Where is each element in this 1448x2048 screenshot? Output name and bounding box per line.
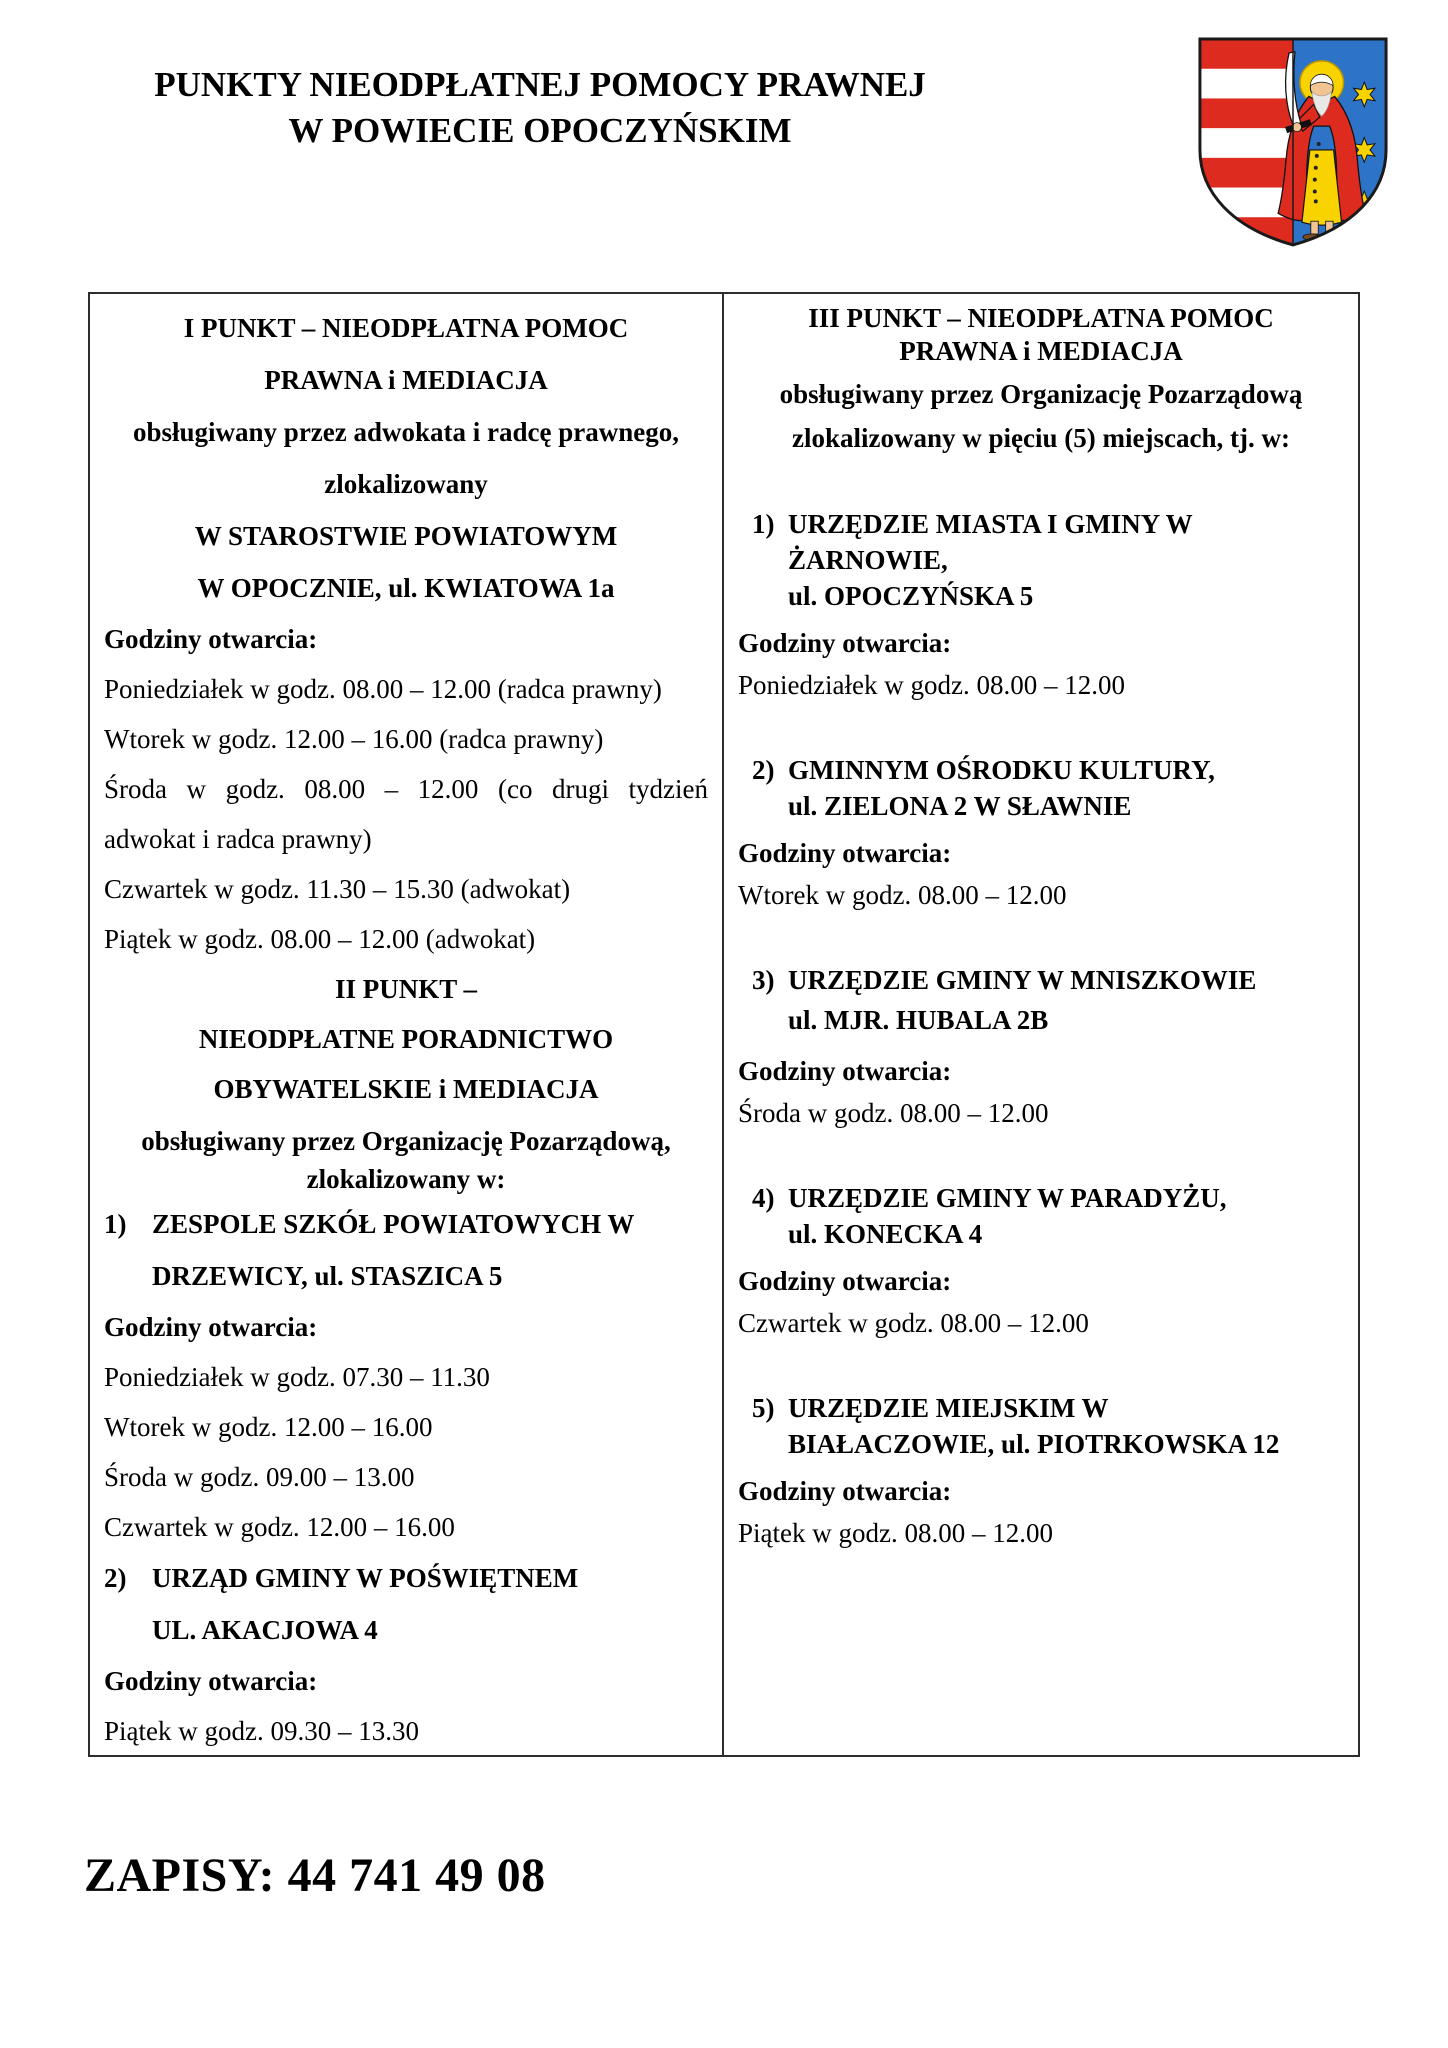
- punkt3-location-2-line1: GMINNYM OŚRODKU KULTURY,: [788, 755, 1215, 785]
- punkt2-heading-line2: NIEODPŁATNE PORADNICTWO: [198, 1024, 614, 1054]
- punkt2-location-2-line1: URZĄD GMINY W POŚWIĘTNEM: [152, 1563, 579, 1593]
- punkt2-location-1-hours-wednesday: Środa w godz. 09.00 – 13.00: [104, 1462, 415, 1492]
- punkt1-hours-tuesday: Wtorek w godz. 12.00 – 16.00 (radca prawny): [104, 724, 604, 754]
- punkt3-location-5-hours-label: Godziny otwarcia:: [738, 1476, 952, 1506]
- legal-aid-table: [88, 292, 1360, 1757]
- punkt3-location-1-hours: Poniedziałek w godz. 08.00 – 12.00: [738, 670, 1125, 700]
- punkt2-location-1-hours-thursday: Czwartek w godz. 12.00 – 16.00: [104, 1512, 455, 1542]
- punkt2-location-2: [104, 1552, 708, 1656]
- punkt3-location-2: [738, 752, 1344, 824]
- punkt1-located: zlokalizowany: [324, 469, 488, 499]
- punkt3-location-3-line1: URZĘDZIE GMINY W MNISZKOWIE: [788, 965, 1257, 995]
- punkt3-location-4-line1: URZĘDZIE GMINY W PARADYŻU,: [788, 1183, 1227, 1213]
- punkt2-location-2-number: 2): [104, 1563, 127, 1593]
- punkt2-location-1-line2: DRZEWICY, ul. STASZICA 5: [152, 1261, 503, 1291]
- punkt3-location-4-hours-label: Godziny otwarcia:: [738, 1266, 952, 1296]
- punkt3-operator: obsługiwany przez Organizację Pozarządową: [779, 379, 1303, 409]
- punkt2-location-1-body: [152, 1198, 708, 1302]
- page-title-line1: PUNKTY NIEODPŁATNEJ POMOCY PRAWNEJ: [154, 65, 926, 104]
- punkt3-location-2-body: [788, 752, 1344, 824]
- punkt2-operator: obsługiwany przez Organizację Pozarządową,: [141, 1126, 671, 1156]
- punkt3-heading-line1: III PUNKT – NIEODPŁATNA POMOC: [808, 303, 1274, 333]
- punkt3-location-4: [738, 1180, 1344, 1252]
- punkt2-location-2-line2: UL. AKACJOWA 4: [152, 1615, 378, 1645]
- punkt3-location-1-line2: ŻARNOWIE,: [788, 545, 948, 575]
- coat-of-arms: [1194, 33, 1392, 251]
- punkt3-location-1-body: [788, 506, 1344, 614]
- coat-of-arms-shield-icon: [1194, 33, 1392, 251]
- punkt3-location-4-hours: Czwartek w godz. 08.00 – 12.00: [738, 1308, 1089, 1338]
- punkt3-location-3-hours-label: Godziny otwarcia:: [738, 1056, 952, 1086]
- punkt1-hours-friday: Piątek w godz. 08.00 – 12.00 (adwokat): [104, 924, 536, 954]
- punkt1-hours-wednesday-line1: Środa w godz. 08.00 – 12.00 (co drugi tydzień: [104, 774, 708, 804]
- punkt3-location-5-hours: Piątek w godz. 08.00 – 12.00: [738, 1518, 1053, 1548]
- punkt2-location-1-hours-label: Godziny otwarcia:: [104, 1312, 318, 1342]
- punkt2-location-2-body: [152, 1552, 708, 1656]
- punkt3-location-1-hours-label: Godziny otwarcia:: [738, 628, 952, 658]
- punkt1-hours-thursday: Czwartek w godz. 11.30 – 15.30 (adwokat): [104, 874, 571, 904]
- punkt2-location-1-hours-monday: Poniedziałek w godz. 07.30 – 11.30: [104, 1362, 490, 1392]
- punkt2-heading-line3: OBYWATELSKIE i MEDIACJA: [213, 1074, 599, 1104]
- punkt3-location-3-hours: Środa w godz. 08.00 – 12.00: [738, 1098, 1049, 1128]
- punkt3-location-2-hours: Wtorek w godz. 08.00 – 12.00: [738, 880, 1067, 910]
- punkt3-location-2-hours-label: Godziny otwarcia:: [738, 838, 952, 868]
- punkt1-location-line1: W STAROSTWIE POWIATOWYM: [194, 521, 618, 551]
- punkt3-location-3-body: [788, 962, 1344, 1042]
- punkt2-location-2-hours-label: Godziny otwarcia:: [104, 1666, 318, 1696]
- punkt2-location-2-hours-friday: Piątek w godz. 09.30 – 13.30: [104, 1716, 419, 1746]
- page-title-line2: W POWIECIE OPOCZYŃSKIM: [288, 111, 792, 150]
- punkt3-location-3-number: 3): [752, 965, 775, 995]
- punkt3-location-4-line2: ul. KONECKA 4: [788, 1219, 983, 1249]
- punkt1-hours-monday: Poniedziałek w godz. 08.00 – 12.00 (radca prawny): [104, 674, 662, 704]
- punkt3-location-5-line1: URZĘDZIE MIEJSKIM W: [788, 1393, 1109, 1423]
- punkt2-location-1-number: 1): [104, 1209, 127, 1239]
- registration-phone: ZAPISY: 44 741 49 08: [84, 1849, 546, 1902]
- punkt3-heading-line2: PRAWNA i MEDIACJA: [899, 336, 1183, 366]
- punkt3-location-5-line2: BIAŁACZOWIE, ul. PIOTRKOWSKA 12: [788, 1429, 1280, 1459]
- page-title: [20, 62, 1060, 154]
- punkt2-located: zlokalizowany w:: [306, 1164, 506, 1194]
- punkt3-location-1: [738, 506, 1344, 614]
- punkt3-location-5-body: [788, 1390, 1344, 1462]
- punkt1-hours-wednesday-line2: adwokat i radca prawny): [104, 824, 372, 854]
- punkt2-location-1-hours-tuesday: Wtorek w godz. 12.00 – 16.00: [104, 1412, 433, 1442]
- punkt3-location-4-number: 4): [752, 1183, 775, 1213]
- punkt2-heading-line1: II PUNKT –: [334, 974, 478, 1004]
- punkt3-location-3-line2: ul. MJR. HUBALA 2B: [788, 1005, 1049, 1035]
- punkt3-location-2-number: 2): [752, 755, 775, 785]
- punkt1-heading-line1: I PUNKT – NIEODPŁATNA POMOC: [183, 313, 629, 343]
- punkt3-location-2-line2: ul. ZIELONA 2 W SŁAWNIE: [788, 791, 1132, 821]
- punkt1-hours-label: Godziny otwarcia:: [104, 624, 318, 654]
- column-punkt-1-2: [90, 294, 724, 1755]
- punkt1-operator: obsługiwany przez adwokata i radcę prawnego,: [133, 417, 679, 447]
- punkt2-location-1: [104, 1198, 708, 1302]
- punkt3-location-5-number: 5): [752, 1393, 775, 1423]
- punkt3-location-5: [738, 1390, 1344, 1462]
- punkt3-located: zlokalizowany w pięciu (5) miejscach, tj. w:: [792, 423, 1290, 453]
- punkt3-location-1-number: 1): [752, 509, 775, 539]
- punkt1-heading-line2: PRAWNA i MEDIACJA: [264, 365, 548, 395]
- punkt3-location-1-line1: URZĘDZIE MIASTA I GMINY W: [788, 509, 1193, 539]
- punkt3-location-4-body: [788, 1180, 1344, 1252]
- punkt2-location-1-line1: ZESPOLE SZKÓŁ POWIATOWYCH W: [152, 1209, 635, 1239]
- punkt3-location-3: [738, 962, 1344, 1042]
- column-punkt-3: [724, 294, 1358, 1755]
- punkt3-location-1-line3: ul. OPOCZYŃSKA 5: [788, 581, 1034, 611]
- punkt1-location-line2: W OPOCZNIE, ul. KWIATOWA 1a: [197, 573, 615, 603]
